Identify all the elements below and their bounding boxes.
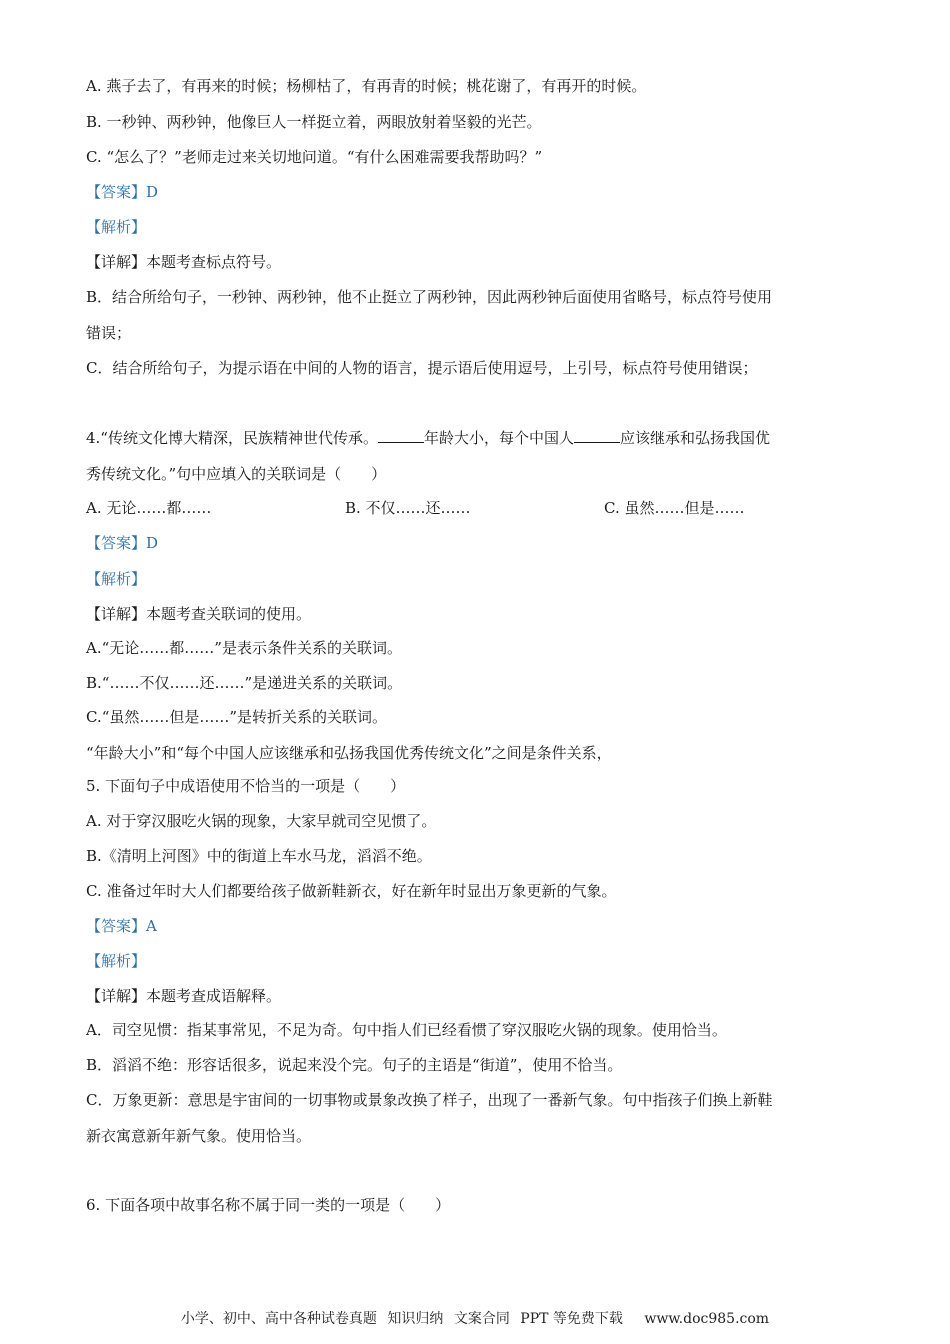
q4-stem-part1: 4.“传统文化博大精深，民族精神世代传承。: [86, 429, 378, 447]
fill-blank-1: [378, 428, 424, 443]
analysis-label: 【解析】: [86, 218, 147, 236]
question-6-stem: 6. 下面各项中故事名称不属于同一类的一项是（ ）: [86, 1196, 451, 1214]
q5-explain-c-line2: 新衣寓意新年新气象。使用恰当。: [86, 1127, 312, 1145]
q5-detail: 【详解】本题考查成语解释。: [86, 987, 282, 1005]
q5-option-a: A. 对于穿汉服吃火锅的现象，大家早就司空见惯了。: [86, 812, 437, 830]
option-b: B. 一秒钟、两秒钟，他像巨人一样挺立着，两眼放射着坚毅的光芒。: [86, 113, 542, 131]
q4-option-a: A. 无论……都……: [86, 499, 212, 517]
q4-conclusion: “年龄大小”和“每个中国人应该继承和弘扬我国优秀传统文化”之间是条件关系，: [86, 744, 612, 762]
option-a: A. 燕子去了，有再来的时候；杨柳枯了，有再青的时候；桃花谢了，有再开的时候。: [86, 77, 647, 95]
q4-explain-b: B.“……不仅……还……”是递进关系的关联词。: [86, 674, 403, 692]
q4-explain-a: A.“无论……都……”是表示条件关系的关联词。: [86, 639, 402, 657]
explain-b-line2: 错误；: [86, 324, 132, 342]
q4-option-c: C. 虽然……但是……: [604, 499, 745, 517]
q4-stem-part3: 应该继承和弘扬我国优: [620, 429, 771, 447]
detail-text: 【详解】本题考查标点符号。: [86, 253, 282, 271]
explain-c: C．结合所给句子，为提示语在中间的人物的语言，提示语后使用逗号，上引号，标点符号使用错误；: [86, 359, 758, 377]
footer-site-link[interactable]: www.doc985.com: [644, 1311, 770, 1327]
question-4-stem: [86, 428, 770, 448]
q4-answer-label: 【答案】D: [86, 534, 159, 552]
q5-answer-label: 【答案】A: [86, 917, 157, 935]
option-c: C. “怎么了？”老师走过来关切地问道。“有什么困难需要我帮助吗？”: [86, 148, 543, 166]
footer-text-3: 文案合同: [453, 1311, 510, 1327]
footer-text-2: 知识归纳: [387, 1311, 444, 1327]
q5-explain-a: A．司空见惯：指某事常见，不足为奇。句中指人们已经看惯了穿汉服吃火锅的现象。使用恰当。: [86, 1021, 727, 1039]
page-footer: [0, 1308, 950, 1328]
q5-option-b: B.《清明上河图》中的街道上车水马龙，滔滔不绝。: [86, 847, 432, 865]
q5-explain-b: B．滔滔不绝：形容话很多，说起来没个完。句子的主语是“街道”，使用不恰当。: [86, 1056, 623, 1074]
q4-analysis-label: 【解析】: [86, 570, 147, 588]
explain-b-line1: B．结合所给句子，一秒钟、两秒钟，他不止挺立了两秒钟，因此两秒钟后面使用省略号，标点符号使用: [86, 288, 773, 306]
q4-option-b: B. 不仅……还……: [345, 499, 471, 517]
fill-blank-2: [574, 428, 620, 443]
q5-option-c: C. 准备过年时大人们都要给孩子做新鞋新衣，好在新年时显出万象更新的气象。: [86, 882, 617, 900]
q4-detail: 【详解】本题考查关联词的使用。: [86, 605, 312, 623]
answer-label: 【答案】D: [86, 183, 159, 201]
q5-analysis-label: 【解析】: [86, 952, 147, 970]
q4-stem-part2: 年龄大小，每个中国人: [423, 429, 574, 447]
footer-text-1: 小学、初中、高中各种试卷真题: [180, 1311, 377, 1327]
q5-explain-c-line1: C．万象更新：意思是宇宙间的一切事物或景象改换了样子，出现了一番新气象。句中指孩子们换上新鞋: [86, 1091, 773, 1109]
question-4-stem-line2: 秀传统文化。”句中应填入的关联词是（ ）: [86, 465, 387, 483]
q4-explain-c: C.“虽然……但是……”是转折关系的关联词。: [86, 708, 388, 726]
question-5-stem: 5. 下面句子中成语使用不恰当的一项是（ ）: [86, 777, 406, 795]
footer-text-4: PPT 等免费下载: [520, 1311, 623, 1327]
